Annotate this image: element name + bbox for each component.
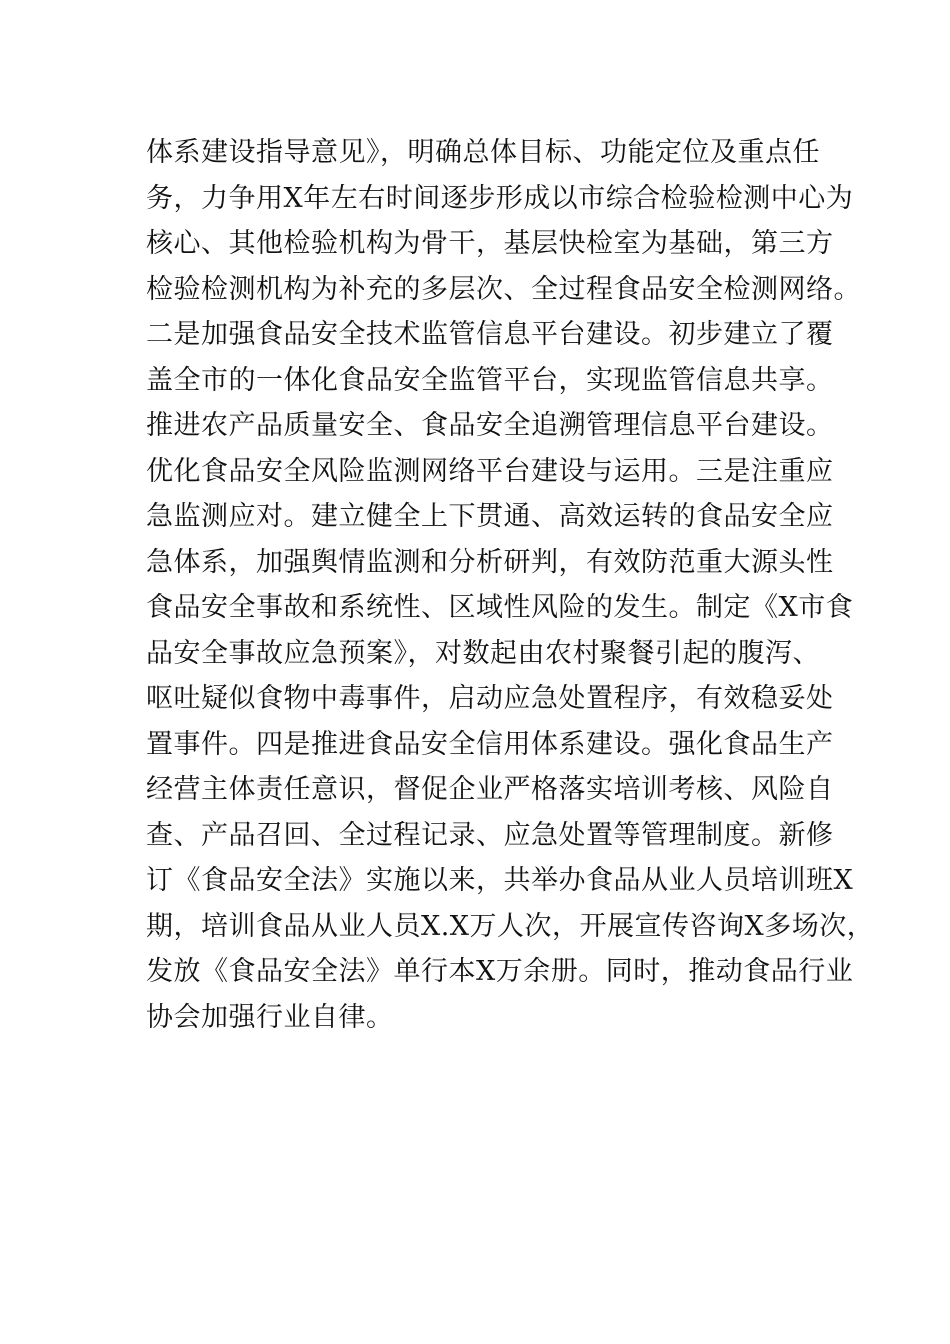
text-line: 二是加强食品安全技术监管信息平台建设。初步建立了覆 bbox=[146, 319, 834, 350]
text-line: 盖全市的一体化食品安全监管平台，实现监管信息共享。 bbox=[146, 364, 834, 396]
text-line: 急监测应对。建立健全上下贯通、高效运转的食品安全应 bbox=[146, 501, 834, 532]
text-line: 体系建设指导意见》，明确总体目标、功能定位及重点任 bbox=[146, 137, 820, 168]
text-line: 急体系，加强舆情监测和分析研判，有效防范重大源头性 bbox=[146, 546, 834, 578]
text-line: 推进农产品质量安全、食品安全追溯管理信息平台建设。 bbox=[146, 410, 834, 441]
text-line: 协会加强行业自律。 bbox=[146, 1001, 394, 1033]
text-line: 查、产品召回、全过程记录、应急处置等管理制度。新修 bbox=[146, 819, 834, 851]
text-line: 发放《食品安全法》单行本X万余册。同时，推动食品行业 bbox=[146, 956, 854, 987]
text-line: 经营主体责任意识，督促企业严格落实培训考核、风险自 bbox=[146, 774, 834, 805]
text-line: 检验检测机构为补充的多层次、全过程食品安全检测网络。 bbox=[146, 273, 861, 305]
body-paragraph bbox=[146, 130, 875, 1040]
text-line: 品安全事故应急预案》，对数起由农村聚餐引起的腹泻、 bbox=[146, 637, 820, 669]
text-line: 务，力争用X年左右时间逐步形成以市综合检验检测中心为 bbox=[146, 182, 854, 214]
text-line: 食品安全事故和系统性、区域性风险的发生。制定《X市食 bbox=[146, 592, 854, 623]
text-line: 呕吐疑似食物中毒事件，启动应急处置程序，有效稳妥处 bbox=[146, 683, 834, 714]
text-line: 订《食品安全法》实施以来，共举办食品从业人员培训班X bbox=[146, 865, 854, 896]
text-line: 核心、其他检验机构为骨干，基层快检室为基础，第三方 bbox=[146, 228, 834, 259]
text-line: 期，培训食品从业人员X.X万人次，开展宣传咨询X多场次， bbox=[146, 910, 875, 942]
text-line: 优化食品安全风险监测网络平台建设与运用。三是注重应 bbox=[146, 455, 834, 487]
text-line: 置事件。四是推进食品安全信用体系建设。强化食品生产 bbox=[146, 728, 834, 760]
